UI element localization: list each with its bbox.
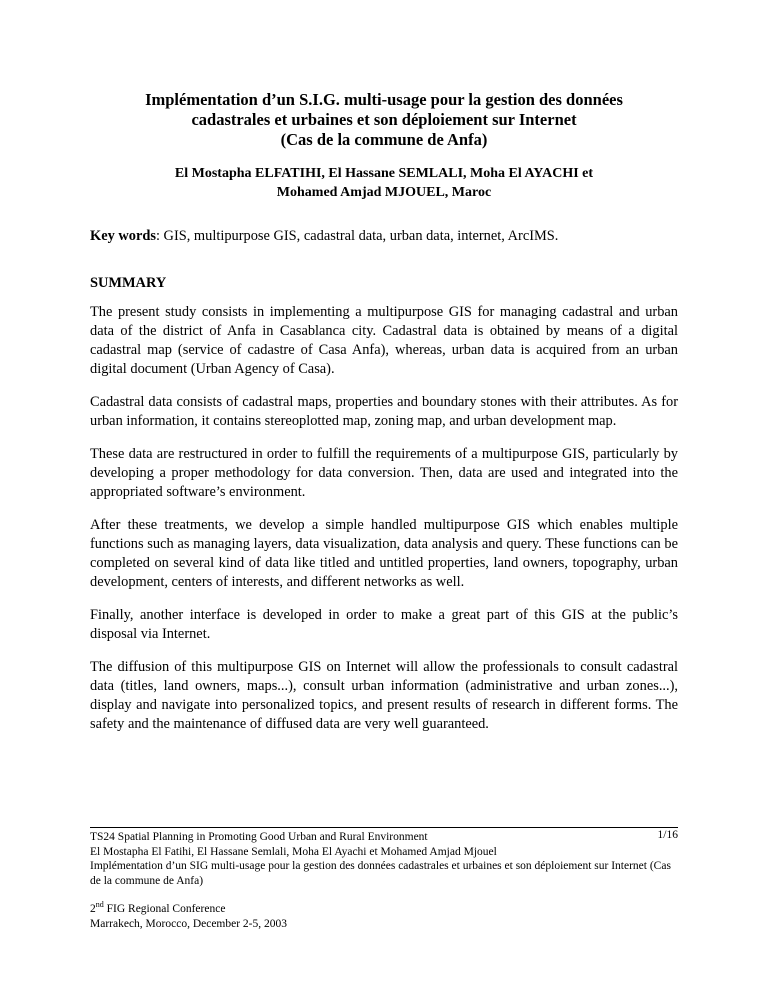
summary-paragraph: These data are restructured in order to fulfill the requirements of a multipurpose GIS, particularly by developing a proper methodology for data conversion. Then, data are used and integrated into the appropriated software’s environment. bbox=[90, 446, 678, 500]
title-line-1: Implémentation d’un S.I.G. multi-usage pour la gestion des données bbox=[145, 90, 623, 109]
conference-ordinal-suffix: nd bbox=[95, 900, 104, 910]
footer-paper-title: Implémentation d’un SIG multi-usage pour la gestion des données cadastrales et urbaines et son déploiement sur Internet (Cas de la commune de Anfa) bbox=[90, 860, 671, 887]
summary-paragraph: After these treatments, we develop a simple handled multipurpose GIS which enables multiple functions such as managing layers, data visualization, data analysis and query. These functions can be completed on several kind of data like titled and untitled properties, land owners, topography, urban development, centers of interests, and different networks as well. bbox=[90, 517, 678, 590]
footer-session: TS24 Spatial Planning in Promoting Good Urban and Rural Environment bbox=[90, 831, 428, 843]
keywords-text: : GIS, multipurpose GIS, cadastral data, urban data, internet, ArcIMS. bbox=[155, 228, 559, 244]
footer-authors: El Mostapha El Fatihi, El Hassane Semlali, Moha El Ayachi et Mohamed Amjad Mjouel bbox=[90, 845, 497, 858]
summary-paragraph: The diffusion of this multipurpose GIS on Internet will allow the professionals to consult cadastral data (titles, land owners, maps...), consult urban information (administrative and urban zones...), display and navigate into personalized topics, and present results of research in different forms. The safety and the maintenance of diffused data are very well guaranteed. bbox=[90, 659, 678, 732]
authors-line-2: Mohamed Amjad MJOUEL, Maroc bbox=[276, 185, 492, 200]
page-footer bbox=[90, 830, 678, 931]
conference-name: FIG Regional Conference bbox=[103, 903, 226, 915]
paper-title bbox=[90, 90, 678, 150]
page-number: 1/16 bbox=[657, 829, 678, 841]
keywords-line bbox=[90, 227, 678, 246]
summary-paragraph: Cadastral data consists of cadastral maps, properties and boundary stones with their attributes. As for urban information, it contains stereoplotted map, zoning map, and urban development map. bbox=[90, 394, 678, 429]
author-list bbox=[90, 164, 678, 202]
summary-paragraph: Finally, another interface is developed in order to make a great part of this GIS at the public’s disposal via Internet. bbox=[90, 607, 678, 642]
footer-divider bbox=[90, 827, 678, 828]
footer-spacer bbox=[90, 888, 678, 902]
summary-heading: SUMMARY bbox=[90, 275, 167, 291]
keywords-label: Key words bbox=[90, 228, 156, 244]
footer-conference-place: Marrakech, Morocco, December 2-5, 2003 bbox=[90, 917, 288, 930]
summary-body bbox=[90, 303, 678, 748]
title-line-2: cadastrales et urbaines et son déploiement sur Internet bbox=[191, 110, 577, 129]
title-line-3: (Cas de la commune de Anfa) bbox=[280, 130, 488, 149]
conference-ordinal: 2 bbox=[90, 903, 96, 915]
authors-line-1: El Mostapha ELFATIHI, El Hassane SEMLALI, Moha El AYACHI et bbox=[174, 166, 594, 181]
summary-paragraph: The present study consists in implementing a multipurpose GIS for managing cadastral and urban data of the district of Anfa in Casablanca city. Cadastral data is obtained by means of a digital cadastral map (service of cadastre of Casa Anfa), whereas, urban data is acquired from an urban digital document (Urban Agency of Casa). bbox=[90, 304, 678, 377]
footer-conference bbox=[90, 902, 678, 917]
